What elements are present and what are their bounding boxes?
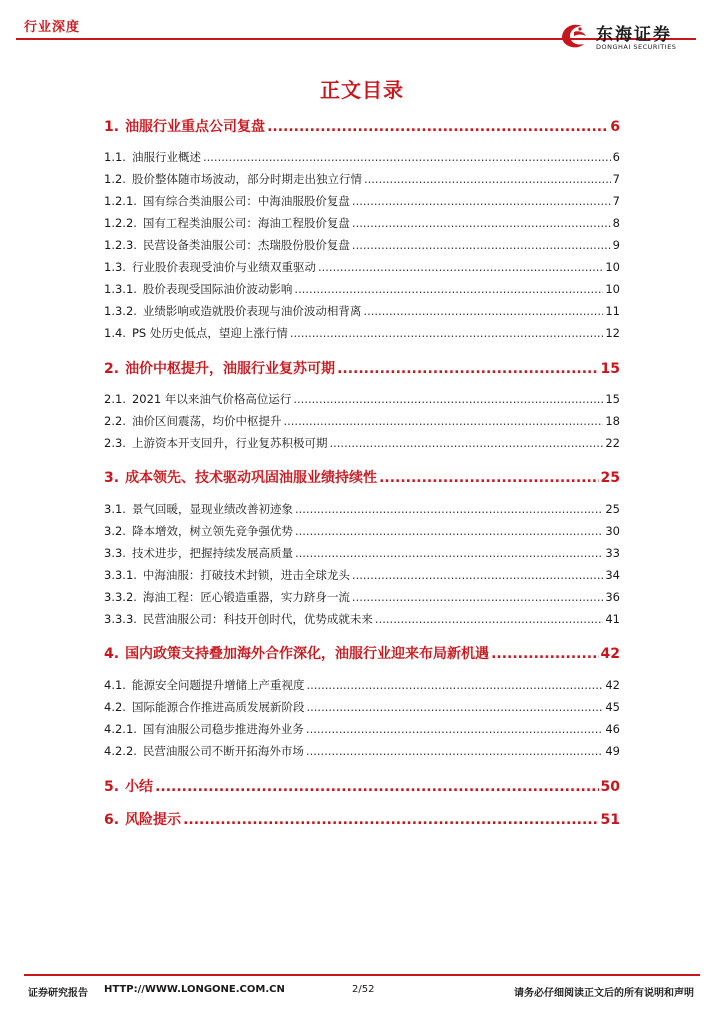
toc-entry[interactable] (104, 237, 620, 253)
toc-entry-title: 能源安全问题提升增储上产重视度 (131, 678, 305, 692)
toc-entry-title: 国有工程类油服公司：海油工程股价复盘 (142, 216, 350, 230)
toc-entry-title: 国内政策支持叠加海外合作深化，油服行业迎来布局新机遇 (125, 646, 490, 662)
toc-entry-title: 2021 年以来油气价格高位运行 (131, 392, 292, 406)
footer-disclaimer: 请务必仔细阅读正文后的所有说明和声明 (514, 988, 694, 999)
toc-page-number: 50 (600, 779, 620, 795)
toc-entry-title: 行业股价表现受油价与业绩双重驱动 (131, 260, 316, 274)
toc-page-number: 25 (600, 470, 620, 486)
toc-entry-number: 4. (104, 646, 120, 662)
toc-page-number: 41 (605, 612, 620, 626)
toc-page-number: 34 (605, 568, 620, 582)
toc-entry-title: 油服行业概述 (131, 150, 201, 164)
toc-entry-number: 3.3. (104, 546, 126, 560)
toc-entry[interactable] (104, 545, 620, 561)
toc-entry-title: 中海油服：打破技术封锁，进击全球龙头 (142, 568, 350, 582)
toc-page-number: 49 (605, 744, 620, 758)
toc-page-number: 42 (605, 678, 620, 692)
toc-entry-title: 国际能源合作推进高质发展新阶段 (131, 700, 305, 714)
toc-entry-title: 海油工程：匠心锻造重器，实力跻身一流 (142, 590, 350, 604)
toc-entry-title: 景气回暖，显现业绩改善初迹象 (131, 502, 293, 516)
toc-dot-leader (375, 612, 603, 626)
toc-entry[interactable] (104, 567, 620, 583)
toc-entry-number: 1.1. (104, 150, 126, 164)
toc-dot-leader (352, 568, 603, 582)
footer-website-link[interactable]: HTTP://WWW.LONGONE.COM.CN (104, 984, 285, 995)
toc-dot-leader (267, 119, 608, 135)
toc-entry-number: 1.2.1. (104, 194, 137, 208)
toc-entry-number: 3.3.3. (104, 612, 137, 626)
toc-page-number: 22 (605, 436, 620, 450)
toc-entry-title: 上游资本开支回升，行业复苏积极可期 (131, 436, 328, 450)
toc-section-heading[interactable] (104, 116, 620, 136)
toc-entry-number: 3. (104, 470, 120, 486)
toc-entry-number: 4.1. (104, 678, 126, 692)
toc-dot-leader (306, 744, 603, 758)
toc-entry-number: 2.3. (104, 436, 126, 450)
toc-section-heading[interactable] (104, 776, 620, 796)
toc-dot-leader (352, 216, 611, 230)
toc-entry-title: 国有油服公司稳步推进海外业务 (142, 722, 304, 736)
toc-entry-title: 民营油服公司：科技开创时代，优势成就未来 (142, 612, 373, 626)
toc-entry[interactable] (104, 699, 620, 715)
toc-entry[interactable] (104, 413, 620, 429)
toc-entry[interactable] (104, 259, 620, 275)
toc-entry[interactable] (104, 303, 620, 319)
toc-entry-number: 1.3. (104, 260, 126, 274)
toc-entry[interactable] (104, 589, 620, 605)
toc-entry-title: 成本领先、技术驱动巩固油服业绩持续性 (125, 470, 378, 486)
toc-entry-number: 3.2. (104, 524, 126, 538)
toc-entry-number: 1.2.2. (104, 216, 137, 230)
toc-page-number: 15 (605, 392, 620, 406)
toc-entry-title: 风险提示 (125, 812, 182, 828)
toc-entry[interactable] (104, 721, 620, 737)
toc-entry[interactable] (104, 193, 620, 209)
toc-entry-title: 国有综合类油服公司：中海油服股价复盘 (142, 194, 350, 208)
toc-section-heading[interactable] (104, 809, 620, 829)
toc-dot-leader (306, 700, 603, 714)
toc-entry-number: 2. (104, 361, 120, 377)
toc-page-number: 33 (605, 546, 620, 560)
toc-page-number: 10 (605, 260, 620, 274)
toc-page-number: 6 (610, 119, 620, 135)
toc-entry-number: 1.3.1. (104, 282, 137, 296)
toc-entry-number: 1.4. (104, 326, 126, 340)
toc-dot-leader (306, 678, 603, 692)
toc-page-number: 18 (605, 414, 620, 428)
toc-page-number: 11 (605, 304, 620, 318)
toc-dot-leader (293, 392, 603, 406)
toc-dot-leader (283, 414, 603, 428)
toc-entry-number: 1.2.3. (104, 238, 137, 252)
toc-entry-number: 6. (104, 812, 120, 828)
toc-dot-leader (352, 194, 611, 208)
toc-page-number: 36 (605, 590, 620, 604)
logo-chinese-name: 东海证券 (596, 25, 672, 45)
company-logo (556, 18, 706, 54)
toc-entry-number: 4.2.2. (104, 744, 137, 758)
toc-dot-leader (183, 812, 598, 828)
toc-dot-leader (290, 326, 604, 340)
toc-dot-leader (294, 282, 603, 296)
logo-english-name: DONGHAI SECURITIES (596, 43, 677, 51)
toc-entry-number: 3.1. (104, 502, 126, 516)
toc-entry-title: 股价表现受国际油价波动影响 (142, 282, 293, 296)
toc-entry[interactable] (104, 325, 620, 341)
toc-entry-title: 业绩影响或造就股价表现与油价波动相背离 (142, 304, 362, 318)
toc-page-number: 7 (612, 194, 620, 208)
toc-entry-title: 油服行业重点公司复盘 (125, 119, 266, 135)
toc-entry[interactable] (104, 523, 620, 539)
toc-entry-number: 5. (104, 779, 120, 795)
toc-entry-number: 4.2.1. (104, 722, 137, 736)
toc-entry[interactable] (104, 677, 620, 693)
footer-report-label: 证券研究报告 (28, 988, 88, 999)
toc-entry[interactable] (104, 171, 620, 187)
toc-page-number: 8 (612, 216, 620, 230)
toc-entry-title: 技术进步，把握持续发展高质量 (131, 546, 293, 560)
toc-dot-leader (306, 722, 603, 736)
toc-section-heading[interactable] (104, 467, 620, 487)
toc-page-number: 45 (605, 700, 620, 714)
toc-dot-leader (379, 470, 598, 486)
toc-entry-title: 股价整体随市场波动，部分时期走出独立行情 (131, 172, 362, 186)
footer-page-number: 2/52 (352, 984, 375, 995)
toc-entry[interactable] (104, 149, 620, 165)
toc-dot-leader (337, 361, 598, 377)
toc-dot-leader (295, 502, 603, 516)
toc-entry-title: 油价区间震荡，均价中枢提升 (131, 414, 282, 428)
toc-page-number: 46 (605, 722, 620, 736)
toc-entry[interactable] (104, 611, 620, 627)
toc-entry-number: 1. (104, 119, 120, 135)
toc-entry-number: 3.3.1. (104, 568, 137, 582)
toc-entry[interactable] (104, 391, 620, 407)
toc-page-number: 12 (605, 326, 620, 340)
toc-page-number: 7 (612, 172, 620, 186)
toc-entry-title: 油价中枢提升，油服行业复苏可期 (125, 361, 336, 377)
toc-entry-number: 3.3.2. (104, 590, 137, 604)
toc-entry-title: 小结 (125, 779, 154, 795)
toc-entry[interactable] (104, 435, 620, 451)
toc-entry-number: 1.2. (104, 172, 126, 186)
toc-entry-number: 2.1. (104, 392, 126, 406)
toc-dot-leader (295, 524, 603, 538)
toc-dot-leader (491, 646, 598, 662)
footer-divider (24, 974, 700, 976)
toc-page-number: 25 (605, 502, 620, 516)
toc-page-number: 15 (600, 361, 620, 377)
toc-section-heading[interactable] (104, 358, 620, 378)
toc-page-number: 51 (600, 812, 620, 828)
toc-page-number: 9 (612, 238, 620, 252)
toc-entry-title: PS 处历史低点，望迎上涨行情 (131, 326, 288, 340)
toc-dot-leader (352, 590, 603, 604)
toc-entry[interactable] (104, 215, 620, 231)
toc-entry-number: 4.2. (104, 700, 126, 714)
toc-dot-leader (364, 172, 611, 186)
toc-dot-leader (155, 779, 598, 795)
toc-dot-leader (318, 260, 603, 274)
toc-dot-leader (352, 238, 611, 252)
toc-section-heading[interactable] (104, 643, 620, 663)
toc-entry-title: 降本增效，树立领先竞争强优势 (131, 524, 293, 538)
toc-entry-title: 民营设备类油服公司：杰瑞股份股价复盘 (142, 238, 350, 252)
toc-dot-leader (363, 304, 603, 318)
toc-page-number: 30 (605, 524, 620, 538)
toc-dot-leader (203, 150, 611, 164)
toc-entry[interactable] (104, 281, 620, 297)
toc-entry[interactable] (104, 501, 620, 517)
report-type-tag: 行业深度 (24, 20, 81, 35)
toc-page-number: 10 (605, 282, 620, 296)
page-title: 正文目录 (320, 78, 404, 102)
toc-dot-leader (329, 436, 603, 450)
toc-page-number: 6 (612, 150, 620, 164)
toc-entry-number: 2.2. (104, 414, 126, 428)
dragon-logo-icon (556, 18, 592, 54)
toc-entry-title: 民营油服公司不断开拓海外市场 (142, 744, 304, 758)
toc-entry-number: 1.3.2. (104, 304, 137, 318)
toc-page-number: 42 (600, 646, 620, 662)
toc-dot-leader (295, 546, 603, 560)
toc-entry[interactable] (104, 743, 620, 759)
